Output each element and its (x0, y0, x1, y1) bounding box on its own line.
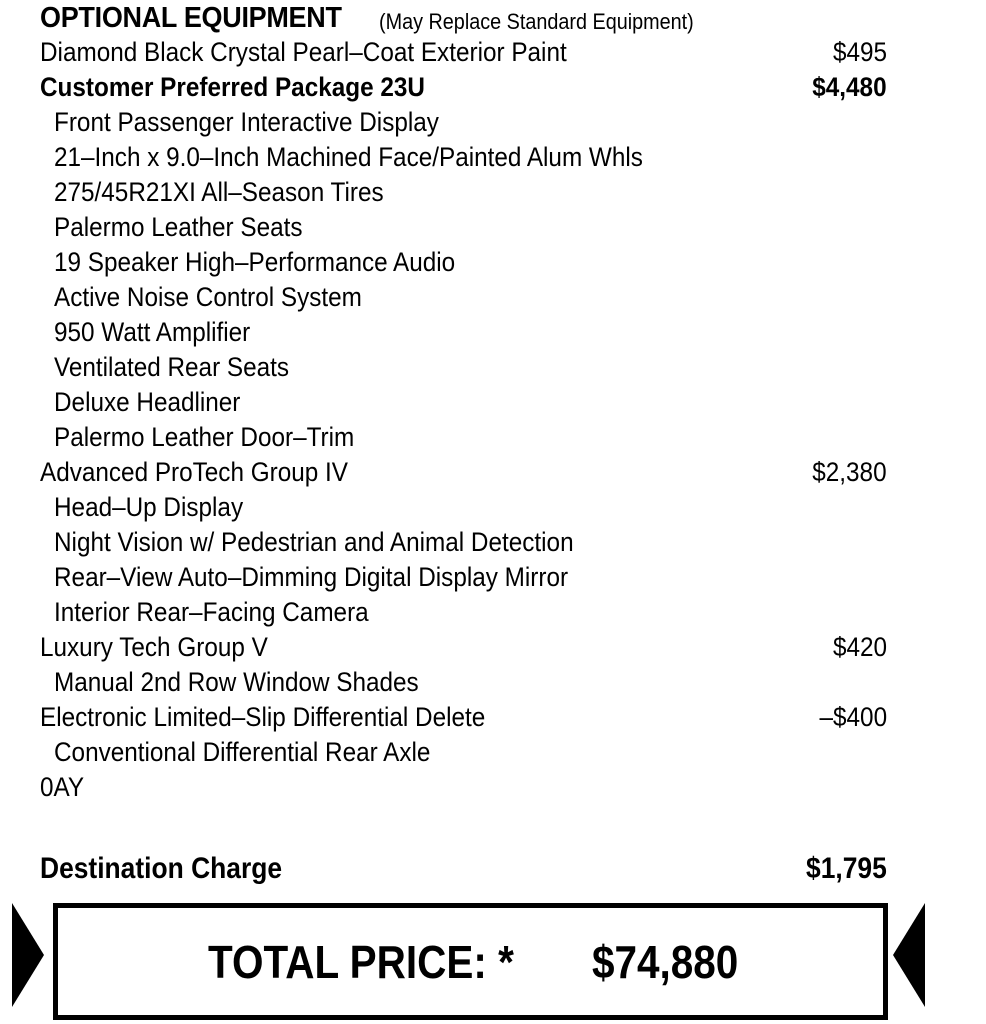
feature-label: Palermo Leather Seats (54, 212, 303, 242)
feature-label: Interior Rear–Facing Camera (54, 597, 369, 627)
feature-label: Night Vision w/ Pedestrian and Animal Detection (54, 527, 574, 557)
package-price: $420 (832, 632, 887, 662)
package-row-luxury-tech (0, 630, 986, 665)
package-feature-row (0, 245, 986, 280)
feature-label: 275/45R21XI All–Season Tires (54, 177, 384, 207)
package-price: $2,380 (812, 457, 887, 487)
item-price: $495 (832, 37, 887, 67)
package-feature-row (0, 210, 986, 245)
package-feature-row (0, 315, 986, 350)
destination-label: Destination Charge (40, 852, 283, 885)
package-feature-row (0, 420, 986, 455)
package-feature-row (0, 175, 986, 210)
equipment-list (0, 35, 986, 805)
section-title: OPTIONAL EQUIPMENT (40, 2, 342, 34)
left-arrow-marker (12, 903, 44, 1007)
package-price: $4,480 (812, 72, 887, 102)
option-price: –$400 (819, 702, 887, 732)
destination-charge-row (0, 850, 986, 888)
option-row-lsd-delete (0, 700, 986, 735)
package-feature-row (0, 525, 986, 560)
package-feature-row (0, 665, 986, 700)
feature-label: Active Noise Control System (54, 282, 362, 312)
section-note: (May Replace Standard Equipment) (379, 9, 694, 34)
feature-label: Palermo Leather Door–Trim (54, 422, 355, 452)
feature-label: Conventional Differential Rear Axle (54, 737, 431, 767)
feature-label: 21–Inch x 9.0–Inch Machined Face/Painted Alum Whls (54, 142, 643, 172)
feature-label: Head–Up Display (54, 492, 244, 522)
feature-label: Front Passenger Interactive Display (54, 107, 439, 137)
option-label: Electronic Limited–Slip Differential Delete (40, 702, 486, 732)
feature-label: Rear–View Auto–Dimming Digital Display Mirror (54, 562, 569, 592)
package-row-protech (0, 455, 986, 490)
package-feature-row (0, 280, 986, 315)
package-feature-row (0, 560, 986, 595)
package-feature-row (0, 105, 986, 140)
feature-label: Ventilated Rear Seats (54, 352, 290, 382)
package-label: Advanced ProTech Group IV (40, 457, 348, 487)
feature-label: Deluxe Headliner (54, 387, 241, 417)
optional-equipment-header (40, 2, 694, 35)
package-feature-row (0, 140, 986, 175)
package-feature-row (0, 490, 986, 525)
package-feature-row (0, 350, 986, 385)
package-row-23u (0, 70, 986, 105)
right-arrow-marker (893, 903, 925, 1007)
equipment-row-paint (0, 35, 986, 70)
destination-price: $1,795 (806, 852, 887, 885)
item-label: Diamond Black Crystal Pearl–Coat Exterior Paint (40, 37, 567, 67)
total-price-label: TOTAL PRICE: * (208, 936, 514, 988)
package-label: Customer Preferred Package 23U (40, 72, 425, 102)
feature-label: Manual 2nd Row Window Shades (54, 667, 419, 697)
feature-label: 950 Watt Amplifier (54, 317, 251, 347)
option-feature-row (0, 735, 986, 770)
package-feature-row (0, 595, 986, 630)
package-feature-row (0, 385, 986, 420)
package-label: Luxury Tech Group V (40, 632, 268, 662)
feature-label: 19 Speaker High–Performance Audio (54, 247, 456, 277)
total-price-box (53, 903, 888, 1020)
option-code-row (0, 770, 986, 805)
option-code: 0AY (40, 772, 85, 802)
total-price-value: $74,880 (592, 936, 739, 988)
